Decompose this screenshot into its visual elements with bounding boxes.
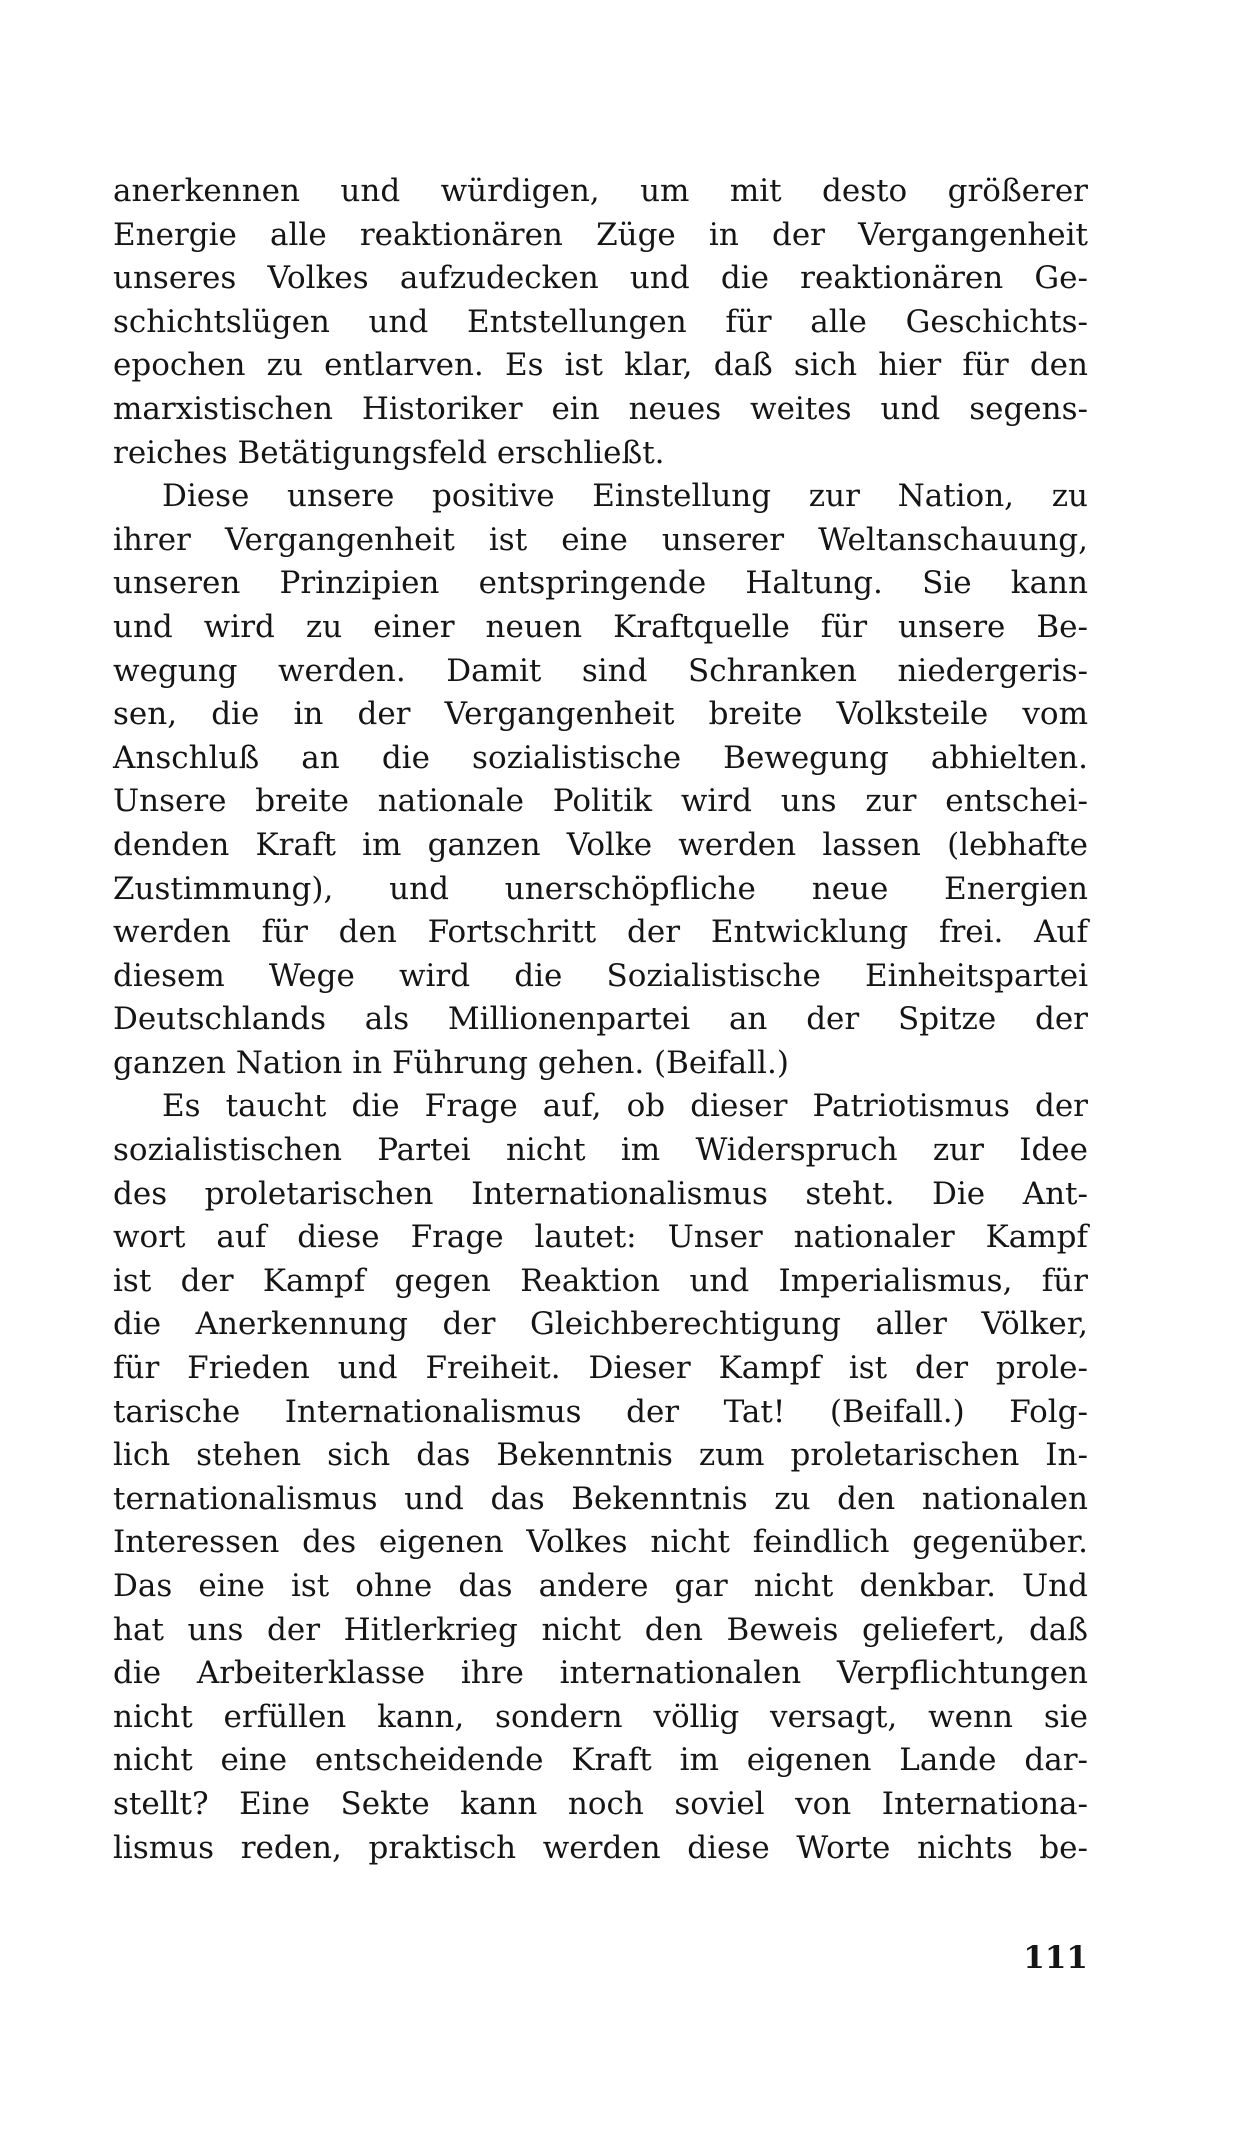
text-line: anerkennen und würdigen, um mit desto größerer [113,173,1088,209]
text-line: Interessen des eigenen Volkes nicht feindlich gegenüber. [113,1524,1088,1561]
text-line: für Frieden und Freiheit. Dieser Kampf ist der prole- [113,1350,1088,1387]
text-line: schichtslügen und Entstellungen für alle Geschichts- [113,303,1088,340]
page-number: 111 [1023,1940,1088,1976]
text-line: diesem Wege wird die Sozialistische Einheitspartei [113,957,1088,994]
text-line: hat uns der Hitlerkrieg nicht den Beweis geliefert, daß [113,1611,1088,1648]
text-line: ternationalismus und das Bekenntnis zu den nationalen [113,1480,1088,1517]
text-line: Unsere breite nationale Politik wird uns zur entschei- [113,783,1088,820]
text-line: und wird zu einer neuen Kraftquelle für unsere Be- [113,608,1088,645]
text-line: nicht erfüllen kann, sondern völlig versagt, wenn sie [113,1698,1088,1735]
text-line: reiches Betätigungsfeld erschließt. [113,434,665,471]
text-line: wegung werden. Damit sind Schranken niedergeris- [113,652,1088,689]
text-line: Energie alle reaktionären Züge in der Vergangenheit [113,216,1088,253]
text-line: die Arbeiterklasse ihre internationalen Verpflichtungen [113,1655,1088,1692]
text-line: Deutschlands als Millionenpartei an der Spitze der [113,1001,1088,1038]
text-line: stellt? Eine Sekte kann noch soviel von Internationa- [113,1785,1088,1822]
text-line: ganzen Nation in Führung gehen. (Beifall.) [113,1044,789,1081]
text-line: ist der Kampf gegen Reaktion und Imperialismus, für [113,1262,1088,1299]
body-text [113,170,1088,1870]
text-line: nicht eine entscheidende Kraft im eigenen Lande dar- [113,1742,1088,1779]
text-line: epochen zu entlarven. Es ist klar, daß sich hier für den [113,347,1088,384]
text-line: lich stehen sich das Bekenntnis zum proletarischen In- [113,1437,1088,1474]
text-line: lismus reden, praktisch werden diese Worte nichts be- [113,1829,1088,1866]
text-line: tarische Internationalismus der Tat! (Beifall.) Folg- [113,1393,1088,1430]
text-line: denden Kraft im ganzen Volke werden lassen (lebhafte [113,826,1088,863]
text-line: die Anerkennung der Gleichberechtigung aller Völker, [113,1306,1088,1343]
text-line: sozialistischen Partei nicht im Widerspruch zur Idee [113,1132,1088,1169]
text-line: unseren Prinzipien entspringende Haltung. Sie kann [113,565,1088,602]
text-line: Diese unsere positive Einstellung zur Nation, zu [162,478,1088,515]
text-line: Das eine ist ohne das andere gar nicht denkbar. Und [113,1568,1088,1604]
text-line: Anschluß an die sozialistische Bewegung abhielten. [113,739,1088,776]
text-line: des proletarischen Internationalismus steht. Die Ant- [113,1175,1088,1212]
text-line: sen, die in der Vergangenheit breite Volksteile vom [113,696,1088,733]
text-line: ihrer Vergangenheit ist eine unserer Weltanschauung, [113,521,1088,558]
text-line: marxistischen Historiker ein neues weites und segens- [113,390,1088,427]
text-line: Zustimmung), und unerschöpfliche neue Energien [113,870,1088,907]
text-line: unseres Volkes aufzudecken und die reaktionären Ge- [113,260,1088,297]
text-line: Es taucht die Frage auf, ob dieser Patriotismus der [162,1088,1088,1125]
text-line: werden für den Fortschritt der Entwicklung frei. Auf [113,914,1088,951]
text-line: wort auf diese Frage lautet: Unser nationaler Kampf [113,1219,1088,1256]
